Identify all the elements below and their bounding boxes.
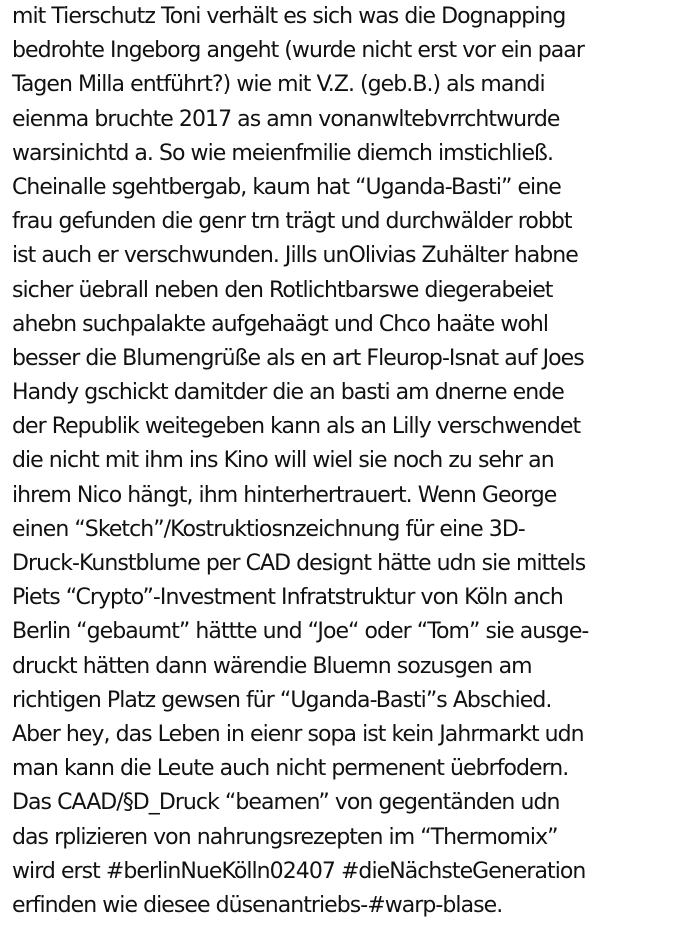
text-line: Aber hey, das Leben in eienr sopa ist kein Jahrmarkt udn — [12, 721, 584, 747]
text-line: frau gefunden die genr trn trägt und durchwälder robbt — [12, 209, 572, 235]
text-line: bedrohte Ingeborg angeht (wurde nicht erst vor ein paar — [12, 38, 584, 64]
text-line: besser die Blumengrüße als en art Fleurop-Isnat auf Joes — [12, 345, 584, 371]
text-line: man kann die Leute auch nicht permenent üebrfodern. — [12, 756, 569, 782]
text-line: Tagen Milla entführt?) wie mit V.Z. (geb.B.) als mandi — [12, 72, 545, 98]
text-line: eienma bruchte 2017 as amn vonanwltebvrrchtwurde — [12, 106, 560, 132]
body-text — [12, 0, 682, 923]
text-line: Handy gschickt damitder die an basti am dnerne ende — [12, 380, 564, 406]
text-line: ist auch er verschwunden. Jills unOlivias Zuhälter habne — [12, 243, 578, 269]
text-line: warsinichtd a. So wie meienfmilie diemch imstichließ. — [12, 140, 554, 166]
text-line: mit Tierschutz Toni verhält es sich was die Dognapping — [12, 4, 566, 29]
text-line: einen “Sketch”/Kostruktiosnzeichnung für eine 3D- — [12, 516, 525, 542]
text-line: das rplizieren von nahrungsrezepten im “Thermomix” — [12, 824, 558, 850]
text-line: erfinden wie diesee düsenantriebs-#warp-blase. — [12, 892, 503, 918]
text-line: Druck-Kunstblume per CAD designt hätte udn sie mittels — [12, 551, 586, 576]
text-line: richtigen Platz gewsen für “Uganda-Basti”s Abschied. — [12, 687, 552, 713]
text-line: wird erst #berlinNueKölln02407 #dieNächsteGeneration — [12, 858, 586, 884]
text-line: ihrem Nico hängt, ihm hinterhertrauert. Wenn George — [12, 482, 557, 508]
text-line: Cheinalle sgehtbergab, kaum hat “Uganda-Basti” eine — [12, 174, 561, 200]
text-line: druckt hätten dann wärendie Bluemn sozusgen am — [12, 653, 532, 679]
text-line: Das CAAD/§D_Druck “beamen” von gegentänden udn — [12, 790, 560, 816]
text-line: ahebn suchpalakte aufgehaägt und Chco haäte wohl — [12, 311, 549, 337]
text-line: die nicht mit ihm ins Kino will wiel sie noch zu sehr an — [12, 448, 554, 474]
text-line: der Republik weitegeben kann als an Lilly verschwendet — [12, 414, 581, 440]
text-line: Berlin “gebaumt” hättte und “Joe“ oder “Tom” sie ausge- — [12, 619, 589, 645]
text-line: sicher üebrall neben den Rotlichtbarswe diegerabeiet — [12, 277, 553, 303]
text-line: Piets “Crypto”-Investment Infratstruktur von Köln anch — [12, 585, 563, 611]
